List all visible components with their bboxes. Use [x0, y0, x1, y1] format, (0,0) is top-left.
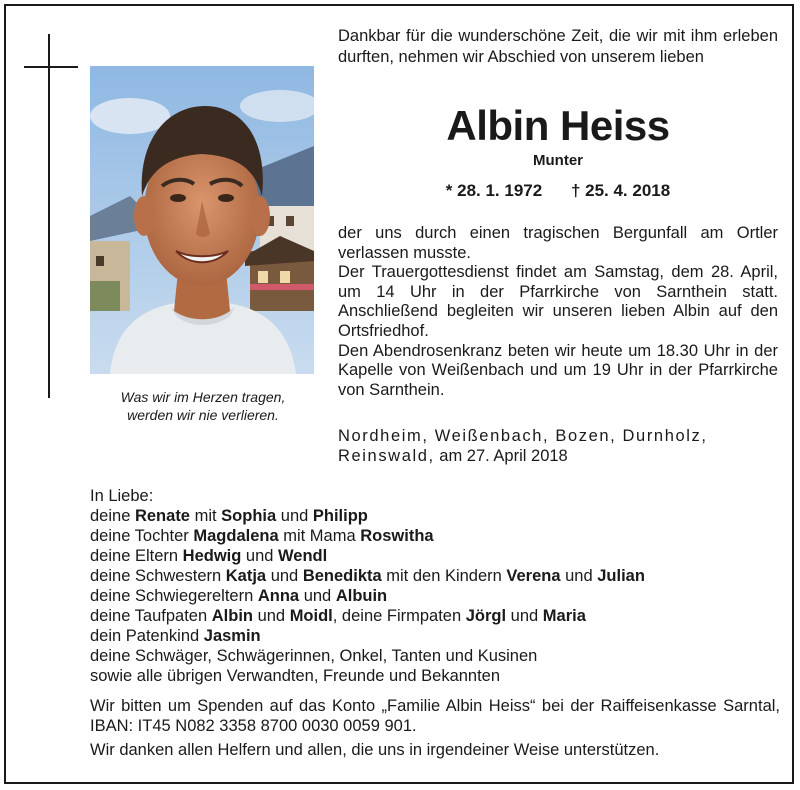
places-line: Nordheim, Weißenbach, Bozen, Durnholz, — [338, 427, 708, 445]
family-heading: In Liebe: — [90, 487, 154, 505]
family-member-name: Wendl — [278, 547, 328, 565]
family-relation-text: mit den Kindern — [381, 567, 507, 585]
thanks-note: Wir danken allen Helfern und allen, die uns in irgendeiner Weise unterstützen. — [90, 741, 660, 759]
family-row — [90, 646, 780, 666]
photo-caption-line: Was wir im Herzen tragen, — [120, 389, 286, 405]
places-and-date — [338, 426, 778, 466]
family-member-name: Benedikta — [302, 567, 382, 585]
family-member-name: Albin — [211, 607, 253, 625]
portrait-photo — [90, 66, 314, 374]
death-date: † 25. 4. 2018 — [570, 181, 671, 200]
family-row — [90, 606, 780, 626]
family-row — [90, 586, 780, 606]
places-town: Reinswald, — [338, 447, 435, 465]
family-member-name: Jasmin — [203, 627, 261, 645]
family-relation-text: mit Mama — [278, 527, 361, 545]
family-relation-text: und — [506, 607, 543, 625]
birth-date: * 28. 1. 1972 — [445, 181, 543, 200]
family-row — [90, 566, 780, 586]
family-relation-text: und — [252, 607, 290, 625]
photo-caption-line: werden wir nie verlieren. — [127, 407, 279, 423]
family-member-name: Philipp — [312, 507, 368, 525]
family-member-name: Jörgl — [465, 607, 507, 625]
family-row — [90, 666, 780, 686]
paragraph: der uns durch einen tragischen Bergunfall am Ortler verlassen musste. — [338, 224, 778, 262]
family-relation-text: deine Taufpaten — [90, 607, 212, 625]
family-member-name: Roswitha — [360, 527, 434, 545]
family-relation-text: und — [560, 567, 598, 585]
family-member-name: Julian — [597, 567, 645, 585]
announcement-date: am 27. April 2018 — [434, 447, 568, 465]
family-relation-text: und — [299, 587, 336, 605]
family-relation-text: mit — [190, 507, 222, 525]
family-member-name: Verena — [506, 567, 561, 585]
family-member-name: Hedwig — [182, 547, 242, 565]
family-rows — [90, 506, 780, 686]
donation-note: Wir bitten um Spenden auf das Konto „Familie Albin Heiss“ bei der Raiffeisenkasse Sarntal, IBAN: IT45 N082 3358 8700 0030 0059 901. — [90, 697, 780, 735]
family-relation-text: und — [276, 507, 313, 525]
cross-icon-horizontal — [24, 66, 78, 68]
announcement-body — [338, 224, 778, 400]
family-row — [90, 506, 780, 526]
family-relation-text: deine — [90, 507, 135, 525]
family-member-name: Katja — [225, 567, 267, 585]
family-relation-text: deine Schwäger, Schwägerinnen, Onkel, Tanten und Kusinen — [90, 647, 538, 665]
family-row — [90, 546, 780, 566]
family-member-name: Albuin — [335, 587, 388, 605]
family-relation-text: deine Eltern — [90, 547, 183, 565]
family-relation-text: und — [241, 547, 279, 565]
cross-icon-vertical — [48, 34, 50, 398]
family-relation-text: deine Schwiegereltern — [90, 587, 258, 605]
family-relation-text: und — [266, 567, 303, 585]
family-member-name: Maria — [542, 607, 586, 625]
family-member-name: Renate — [134, 507, 190, 525]
family-member-name: Magdalena — [193, 527, 279, 545]
family-row — [90, 526, 780, 546]
family-member-name: Anna — [257, 587, 300, 605]
family-relation-text: dein Patenkind — [90, 627, 204, 645]
places-line — [338, 446, 778, 466]
life-dates — [338, 180, 778, 202]
photo-caption — [88, 388, 318, 424]
family-member-name: Moidl — [289, 607, 333, 625]
family-relation-text: deine Tochter — [90, 527, 194, 545]
family-list — [90, 486, 780, 686]
paragraph: Den Abendrosenkranz beten wir heute um 18.30 Uhr in der Kapelle von Weißenbach und um 19 Uhr in der Pfarrkirche von Sarnthein. — [338, 341, 778, 399]
deceased-name: Albin Heiss — [446, 102, 670, 149]
family-member-name: Sophia — [221, 507, 277, 525]
paragraph: Der Trauergottesdienst findet am Samstag, dem 28. April, um 14 Uhr in der Pfarrkirche von Sarnthein statt. Anschließend begleiten wir unseren lieben Albin auf den Ortsfriedhof. — [338, 263, 778, 340]
family-relation-text: sowie alle übrigen Verwandten, Freunde und Bekannten — [90, 667, 501, 685]
family-relation-text: , deine Firmpaten — [332, 607, 466, 625]
family-relation-text: deine Schwestern — [90, 567, 226, 585]
deceased-nickname: Munter — [533, 152, 583, 169]
family-row — [90, 626, 780, 646]
intro-text: Dankbar für die wunderschöne Zeit, die wir mit ihm erleben durften, nehmen wir Abschied von unserem lieben — [338, 27, 778, 66]
